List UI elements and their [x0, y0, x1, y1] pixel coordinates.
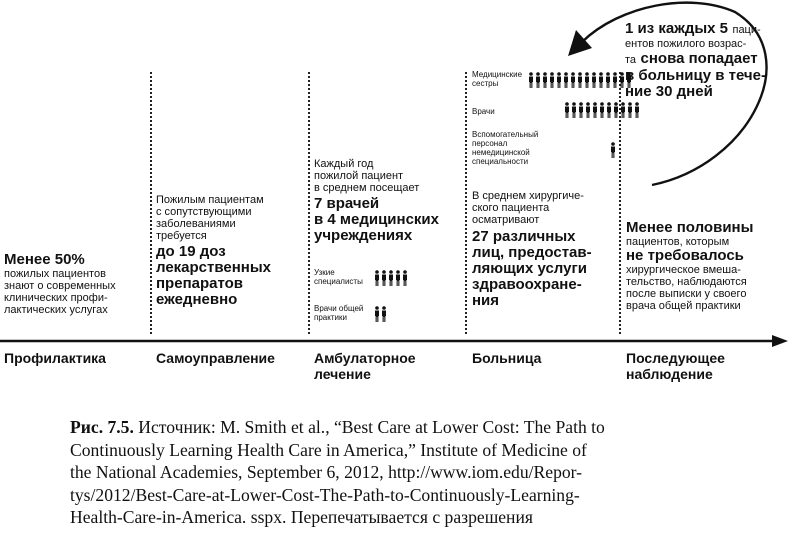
amb-small-1: пожилой пациент: [314, 170, 404, 182]
amb-specialists-icons: [374, 270, 408, 286]
amb-big-0: 7 врачей: [314, 195, 380, 212]
amb-small-2: в среднем посещает: [314, 182, 420, 194]
readmission-arrow: [540, 0, 790, 200]
separator-1: [150, 72, 152, 334]
readmission-line5-big: ние 30 дней: [625, 83, 713, 100]
amb-legend-0-line1: специалисты: [314, 277, 363, 286]
hosp-small-1: ского пациента: [472, 202, 550, 214]
stage-followup-0: Последующее: [626, 350, 725, 366]
hosp-legend-2-line1: персонал: [472, 139, 508, 148]
person-icon: [374, 270, 380, 286]
hospital-callout: [472, 190, 622, 309]
separator-2: [308, 72, 310, 334]
person-icon: [381, 306, 387, 322]
follow-small1-0: пациентов, которым: [626, 236, 730, 248]
hosp-legend-0-line0: Медицинские: [472, 70, 523, 79]
stage-followup: [626, 350, 725, 382]
readmission-line1-small: паци-: [732, 24, 761, 36]
hosp-legend-doctors: [472, 107, 532, 116]
hosp-legend-2-line3: специальности: [472, 157, 529, 166]
person-icon: [402, 270, 408, 286]
amb-big-2: учреждениях: [314, 227, 413, 244]
self-big-2: препаратов: [156, 275, 244, 292]
readmission-line3-big: снова попадает: [640, 50, 758, 67]
self-big-3: ежедневно: [156, 291, 238, 308]
follow-small2-0: хирургическое вмеша-: [626, 264, 741, 276]
hosp-legend-2-line0: Вспомогательный: [472, 130, 539, 139]
hosp-legend-nurses: [472, 70, 532, 88]
person-icon: [388, 270, 394, 286]
amb-big-1: в 4 медицинских: [314, 211, 439, 228]
timeline-axis: [0, 334, 790, 348]
follow-small2-1: тельство, наблюдаются: [626, 276, 747, 288]
hosp-legend-2-line2: немедицинской: [472, 148, 530, 157]
hosp-small-0: В среднем хирургиче-: [472, 190, 584, 202]
self-callout: [156, 194, 306, 308]
amb-legend-specialists: [314, 268, 374, 286]
hosp-big-1: лиц, предостав-: [472, 244, 592, 261]
readmission-arrow-curve: [582, 3, 767, 185]
amb-legend-1-line0: Врачи общей: [314, 304, 364, 313]
self-small-3: требуется: [156, 230, 207, 242]
prevention-big: Менее 50%: [4, 251, 85, 268]
prevention-small-3: лактических услугах: [4, 304, 108, 316]
caption-line-0: Источник: M. Smith et al., “Best Care at Lower Cost: The Path to: [133, 417, 605, 437]
figure-caption: [70, 416, 760, 529]
caption-label: Рис. 7.5.: [70, 417, 134, 437]
amb-small-0: Каждый год: [314, 158, 374, 170]
stage-hospital: Больница: [472, 350, 542, 366]
readmission-arrow-head: [568, 30, 592, 56]
caption-line-3: tys/2012/Best-Care-at-Lower-Cost-The-Path-to-Continuously-Learning-: [70, 484, 580, 505]
follow-big2-0: не требовалось: [626, 247, 744, 264]
prevention-callout: [4, 252, 150, 316]
followup-callout: [626, 220, 790, 312]
self-small-0: Пожилым пациентам: [156, 194, 264, 206]
prevention-small-2: клинических профи-: [4, 292, 108, 304]
prevention-small-0: пожилых пациентов: [4, 268, 106, 280]
readmission-line1-big: 1 из каждых 5: [625, 20, 729, 37]
amb-legend-gps: [314, 304, 374, 322]
follow-big-0: Менее половины: [626, 219, 754, 236]
person-icon: [374, 306, 380, 322]
stage-ambulatory-0: Амбулаторное: [314, 350, 416, 366]
stage-ambulatory-1: лечение: [314, 366, 371, 382]
hosp-legend-1-line0: Врачи: [472, 107, 495, 116]
readmission-line2-small: ентов пожилого возрас-: [625, 38, 747, 50]
hosp-small-2: осматривают: [472, 214, 540, 226]
follow-small2-3: врача общей практики: [626, 300, 741, 312]
person-icon: [528, 72, 534, 88]
person-icon: [395, 270, 401, 286]
follow-small2-2: после выписки у своего: [626, 288, 747, 300]
amb-gps-icons: [374, 306, 387, 322]
hosp-big-2: ляющих услуги: [472, 260, 587, 277]
prevention-small-1: знают о современных: [4, 280, 116, 292]
self-small-1: с сопутствующими: [156, 206, 252, 218]
amb-legend-0-line0: Узкие: [314, 268, 335, 277]
self-big-0: до 19 доз: [156, 243, 226, 260]
hosp-big-4: ния: [472, 292, 500, 309]
hosp-big-0: 27 различных: [472, 228, 576, 245]
stage-prevention: Профилактика: [4, 350, 106, 366]
separator-3: [465, 72, 467, 334]
caption-line-4: Health-Care-in-America. sspx. Перепечатывается с разрешения: [70, 507, 533, 527]
caption-line-1: Continuously Learning Health Care in America,” Institute of Medicine of: [70, 439, 587, 460]
stage-followup-1: наблюдение: [626, 366, 713, 382]
readmission-line3-small: та: [625, 54, 637, 66]
timeline-arrowhead: [772, 335, 788, 347]
readmission-line4-big: в больницу в тече-: [625, 67, 766, 84]
hosp-big-3: здравоохране-: [472, 276, 582, 293]
self-big-1: лекарственных: [156, 259, 272, 276]
ambulatory-callout: [314, 158, 464, 244]
stage-ambulatory: [314, 350, 416, 382]
amb-legend-1-line1: практики: [314, 313, 347, 322]
caption-line-2: the National Academies, September 6, 2012, http://www.iom.edu/Repor-: [70, 462, 583, 482]
self-small-2: заболеваниями: [156, 218, 236, 230]
stage-self: Самоуправление: [156, 350, 275, 366]
hosp-legend-0-line1: сестры: [472, 79, 499, 88]
person-icon: [381, 270, 387, 286]
